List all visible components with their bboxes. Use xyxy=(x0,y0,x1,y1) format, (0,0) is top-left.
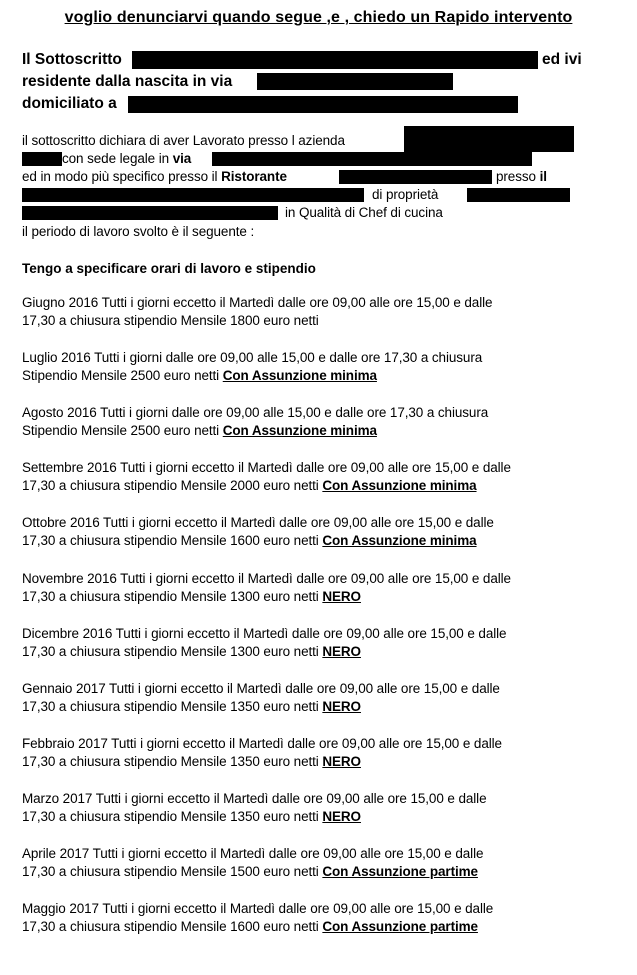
redacted-address xyxy=(257,73,453,90)
entry-status: Con Assunzione partime xyxy=(322,919,478,934)
entry-line-1: Giugno 2016 Tutti i giorni eccetto il Martedì dalle ore 09,00 alle ore 15,00 e dalle xyxy=(22,295,493,310)
redacted-company-cont xyxy=(22,152,62,166)
entry-line-1: Luglio 2016 Tutti i giorni dalle ore 09,00 alle 15,00 e dalle ore 17,30 a chiusura xyxy=(22,350,483,365)
sede-legale-label: con sede legale in xyxy=(62,151,173,166)
specifico-label: ed in modo più specifico presso il xyxy=(22,169,222,184)
entry-line-1: Aprile 2017 Tutti i giorni eccetto il Martedì dalle ore 09,00 alle ore 15,00 e dalle xyxy=(22,846,484,861)
il-label: il xyxy=(539,169,547,184)
redacted-domicile xyxy=(128,96,518,113)
entry-line-2 xyxy=(22,313,319,328)
entry-status: NERO xyxy=(322,754,361,769)
entry-status: Con Assunzione minima xyxy=(322,533,477,548)
entry-status: NERO xyxy=(322,809,361,824)
entry-salary-text: 17,30 a chiusura stipendio Mensile 1800 euro netti xyxy=(22,313,319,328)
entry-line-1: Agosto 2016 Tutti i giorni dalle ore 09,00 alle 15,00 e dalle ore 17,30 a chiusura xyxy=(22,405,489,420)
declaration-line-4: di proprietà xyxy=(372,187,439,202)
header-sottoscritto-label: Il Sottoscritto xyxy=(22,51,122,68)
entry-salary-text: 17,30 a chiusura stipendio Mensile 1600 euro netti xyxy=(22,533,323,548)
entry-status: Con Assunzione minima xyxy=(322,478,477,493)
entry-line-2 xyxy=(22,919,478,934)
redacted-legal-address xyxy=(212,152,532,166)
entry-line-2 xyxy=(22,864,478,879)
entry-line-1: Gennaio 2017 Tutti i giorni eccetto il Martedì dalle ore 09,00 alle ore 15,00 e dalle xyxy=(22,681,500,696)
header-line-1-end: ed ivi xyxy=(542,51,582,68)
declaration-line-3-end xyxy=(496,169,547,184)
declaration-line-2 xyxy=(62,151,191,166)
entry-line-2 xyxy=(22,809,361,824)
entry-status: Con Assunzione minima xyxy=(222,368,377,383)
entry-salary-text: 17,30 a chiusura stipendio Mensile 1350 euro netti xyxy=(22,809,323,824)
entry-line-2 xyxy=(22,589,361,604)
entry-salary-text: 17,30 a chiusura stipendio Mensile 1500 euro netti xyxy=(22,864,323,879)
entry-status: NERO xyxy=(322,644,361,659)
declaration-line-3 xyxy=(22,169,287,184)
redacted-owner-cont xyxy=(22,206,278,220)
entry-line-1: Dicembre 2016 Tutti i giorni eccetto il Martedì dalle ore 09,00 alle ore 15,00 e dalle xyxy=(22,626,507,641)
entry-line-2 xyxy=(22,644,361,659)
declaration-line-1: il sottoscritto dichiara di aver Lavorato presso l azienda xyxy=(22,133,345,148)
declaration-line-6: il periodo di lavoro svolto è il seguente : xyxy=(22,224,255,239)
redacted-restaurant xyxy=(339,170,492,184)
redacted-company xyxy=(404,126,574,152)
entry-line-1: Marzo 2017 Tutti i giorni eccetto il Martedì dalle ore 09,00 alle ore 15,00 e dalle xyxy=(22,791,487,806)
entry-line-2 xyxy=(22,699,361,714)
presso-label: presso xyxy=(496,169,540,184)
entry-salary-text: 17,30 a chiusura stipendio Mensile 1600 euro netti xyxy=(22,919,323,934)
declaration-line-5: in Qualità di Chef di cucina xyxy=(285,205,443,220)
entry-line-1: Settembre 2016 Tutti i giorni eccetto il Martedì dalle ore 09,00 alle ore 15,00 e dalle xyxy=(22,460,511,475)
entry-salary-text: 17,30 a chiusura stipendio Mensile 1300 euro netti xyxy=(22,644,323,659)
entry-line-2 xyxy=(22,423,377,438)
entry-salary-text: 17,30 a chiusura stipendio Mensile 1300 euro netti xyxy=(22,589,323,604)
entry-salary-text: 17,30 a chiusura stipendio Mensile 1350 euro netti xyxy=(22,699,323,714)
via-label: via xyxy=(172,151,192,166)
entry-line-2 xyxy=(22,533,477,548)
entry-salary-text: 17,30 a chiusura stipendio Mensile 1350 euro netti xyxy=(22,754,323,769)
header-line-2: residente dalla nascita in via xyxy=(22,73,233,90)
entry-line-1: Ottobre 2016 Tutti i giorni eccetto il Martedì dalle ore 09,00 alle ore 15,00 e dalle xyxy=(22,515,494,530)
entry-status: Con Assunzione minima xyxy=(222,423,377,438)
section-subheading: Tengo a specificare orari di lavoro e stipendio xyxy=(22,261,316,276)
entry-line-2 xyxy=(22,368,377,383)
entry-status: Con Assunzione partime xyxy=(322,864,478,879)
header-line-1 xyxy=(22,51,122,69)
entry-status: NERO xyxy=(322,589,361,604)
ristorante-label: Ristorante xyxy=(221,169,287,184)
entry-status: NERO xyxy=(322,699,361,714)
entry-line-1: Maggio 2017 Tutti i giorni eccetto il Martedì dalle ore 09,00 alle ore 15,00 e dalle xyxy=(22,901,494,916)
entry-line-2 xyxy=(22,754,361,769)
document-title: voglio denunciarvi quando segue ,e , chiedo un Rapido intervento xyxy=(64,9,573,26)
header-line-3: domiciliato a xyxy=(22,95,117,112)
entry-salary-text: Stipendio Mensile 2500 euro netti xyxy=(22,368,223,383)
redacted-name xyxy=(132,51,538,69)
entry-line-2 xyxy=(22,478,477,493)
entry-line-1: Novembre 2016 Tutti i giorni eccetto il Martedì dalle ore 09,00 alle ore 15,00 e dalle xyxy=(22,571,511,586)
redacted-restaurant-address xyxy=(22,188,364,202)
entry-salary-text: 17,30 a chiusura stipendio Mensile 2000 euro netti xyxy=(22,478,323,493)
entry-line-1: Febbraio 2017 Tutti i giorni eccetto il Martedì dalle ore 09,00 alle ore 15,00 e dalle xyxy=(22,736,502,751)
entry-salary-text: Stipendio Mensile 2500 euro netti xyxy=(22,423,223,438)
redacted-owner xyxy=(467,188,570,202)
